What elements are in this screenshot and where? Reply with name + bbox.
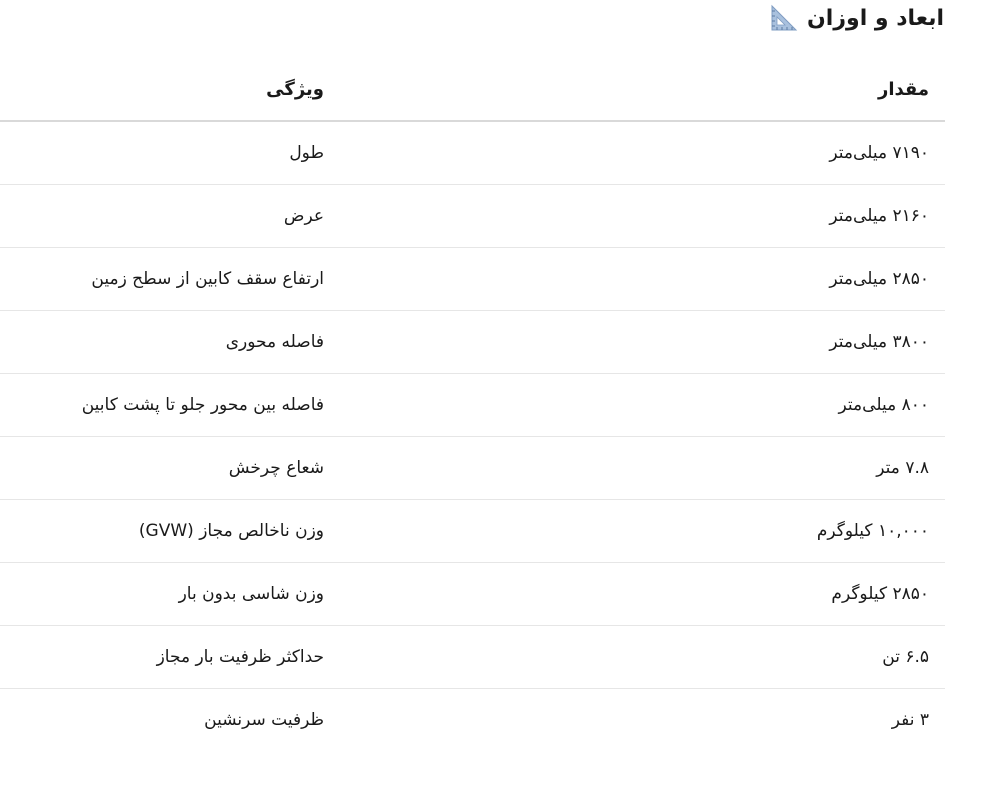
cell-value: ۲۸۵۰ کیلوگرم <box>340 563 945 626</box>
cell-property: فاصله محوری <box>0 311 340 374</box>
cell-property: فاصله بین محور جلو تا پشت کابین <box>0 374 340 437</box>
cell-value: ۳۸۰۰ میلی‌متر <box>340 311 945 374</box>
table-row <box>0 311 945 374</box>
cell-property: ارتفاع سقف کابین از سطح زمین <box>0 248 340 311</box>
specs-table <box>0 58 945 751</box>
cell-value: ۲۱۶۰ میلی‌متر <box>340 185 945 248</box>
table-row <box>0 374 945 437</box>
ruler-triangle-icon <box>769 3 799 33</box>
table-row <box>0 626 945 689</box>
table-row <box>0 185 945 248</box>
table-header-row <box>0 58 945 121</box>
section-title: ابعاد و اوزان <box>807 5 944 31</box>
cell-property: وزن شاسی بدون بار <box>0 563 340 626</box>
cell-property: طول <box>0 121 340 185</box>
table-row <box>0 437 945 500</box>
table-row <box>0 563 945 626</box>
table-row <box>0 248 945 311</box>
cell-value: ۷۱۹۰ میلی‌متر <box>340 121 945 185</box>
cell-property: حداکثر ظرفیت بار مجاز <box>0 626 340 689</box>
cell-property: وزن ناخالص مجاز (GVW) <box>0 500 340 563</box>
table-row <box>0 689 945 752</box>
column-header-property: ویژگی <box>0 58 340 121</box>
table-row <box>0 500 945 563</box>
column-header-value: مقدار <box>340 58 945 121</box>
cell-property: شعاع چرخش <box>0 437 340 500</box>
cell-value: ۶.۵ تن <box>340 626 945 689</box>
cell-property: عرض <box>0 185 340 248</box>
cell-value: ۸۰۰ میلی‌متر <box>340 374 945 437</box>
table-row <box>0 121 945 185</box>
section-header <box>769 2 944 34</box>
cell-property: ظرفیت سرنشین <box>204 710 324 730</box>
specs-table-container <box>0 58 945 751</box>
cell-value: ۱۰,۰۰۰ کیلوگرم <box>340 500 945 563</box>
cell-value: ۲۸۵۰ میلی‌متر <box>340 248 945 311</box>
cell-value: ۷.۸ متر <box>340 437 945 500</box>
cell-value: ۳ نفر <box>891 710 929 730</box>
